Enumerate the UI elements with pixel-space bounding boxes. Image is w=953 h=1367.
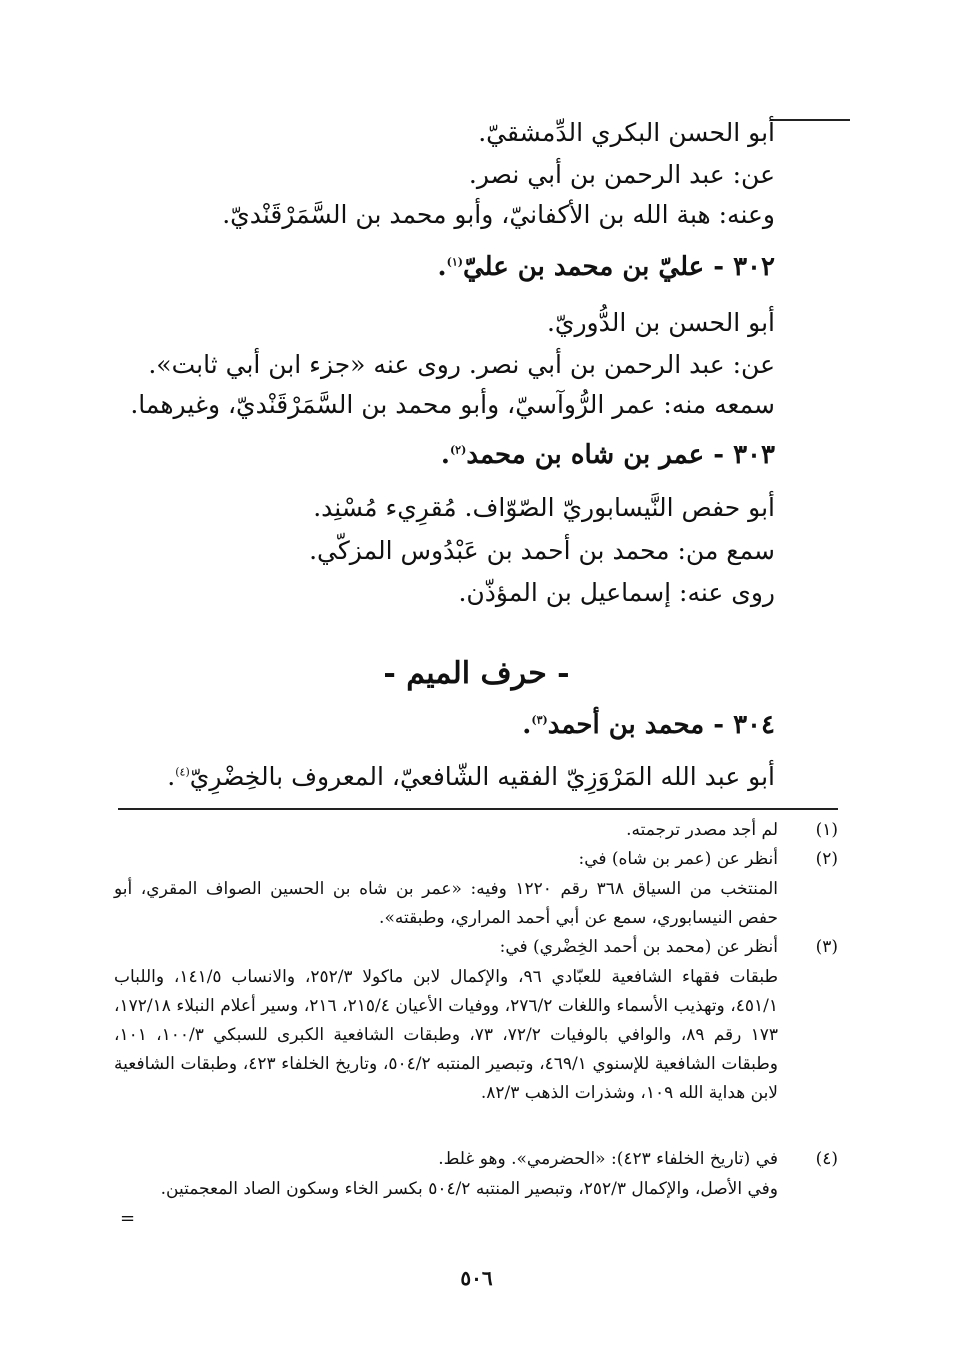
entry-301-line: وعنه: هبة الله بن الأكفانيّ، وأبو محمد بن السَّمَرْقَنْديّ. — [222, 200, 775, 229]
footnote-2-detail: المنتخب من السياق ٣٦٨ رقم ١٢٢٠ وفيه: «عمر بن شاه بن الحسين الصواف المقري، أبو حفص النيسابوري، سمع عن أبي أحمد المراري، وطبقته». — [114, 879, 778, 928]
entry-303-line: أبو حفص النَّيسابوريّ الصّوّاف. مُقرِيء مُسْنِد. — [313, 493, 775, 522]
footnote-marker: (٤) — [175, 765, 190, 779]
section-title: - حرف الميم - — [383, 656, 570, 691]
footnote-4-text: في (تاريخ الخلفاء ٤٢٣): «الحضرمي». وهو غلط. — [438, 1149, 778, 1169]
footnote-marker: (٢) — [449, 443, 467, 457]
footnote-1-text: لم أجد مصدر ترجمته. — [626, 820, 778, 840]
footnote-2-number: (٢) — [815, 849, 838, 869]
footnote-marker: (٣) — [531, 713, 548, 727]
footnote-marker: (١) — [446, 255, 463, 269]
footnote-1-number: (١) — [815, 820, 838, 840]
entry-302-line: أبو الحسن بن الدُّوريّ. — [546, 308, 775, 337]
top-rule — [770, 119, 850, 121]
footnote-3-text: أنظر عن (محمد بن أحمد الخِضْري) في: — [499, 937, 778, 957]
entry-302-line: سمعه منه: عمر الرُّوآسيّ، وأبو محمد بن السَّمَرْقَنْديّ، وغيرهما. — [130, 390, 775, 419]
entry-303-line: روى عنه: إسماعيل بن المؤذّن. — [458, 578, 775, 607]
page-number: ٥٠٦ — [460, 1266, 493, 1290]
entry-301-line: أبو الحسن البكري الدِّمشقيّ. — [478, 118, 775, 147]
footnote-4-number: (٤) — [815, 1149, 838, 1169]
continuation-mark: = — [120, 1208, 136, 1229]
footnote-4-detail: وفي الأصل، والإكمال ٢٥٢/٣، وتبصير المنتبه ٥٠٤/٢ بكسر الخاء وسكون الصاد المعجمتين. — [160, 1179, 778, 1199]
entry-303-line: سمع من: محمد بن أحمد بن عَبْدُوس المزكّي. — [309, 536, 775, 565]
footnote-3-number: (٣) — [815, 937, 838, 957]
footnote-3-detail: طبقات فقهاء الشافعية للعبّادي ٩٦، والإكمال لابن ماكولا ٢٥٢/٣، والانساب ١٤١/٥، واللباب ٤٥١/١، وتهذيب الأسماء واللغات ٢٧٦/٢، ووفيات الأعيان ٢١٥/٤، ٢١٦، وسير أعلام النبلاء ١٧٢/١٨، ١٧٣ رقم ٨٩، والوافي بالوفيات ٧٢/٢، ٧٣، وطبقات الشافعية الكبرى للسبكي ١٠٠/٣، ١٠١، وطبقات الشافعية للإسنوي ٤٦٩/١، وتبصير المنتبه ٥٠٤/٢، وتاريخ الخلفاء ٤٢٣، وطبقات الشافعية لابن هداية الله ١٠٩، وشذرات الذهب ٨٢/٣. — [114, 967, 779, 1103]
entry-304-heading: ٣٠٤ - محمد بن أحمد$^{(٣)}$. — [522, 710, 775, 740]
entry-301-line: عن: عبد الرحمن بن أبي نصر. — [468, 160, 775, 189]
entry-304-line: أبو عبد الله المَرْوَزِيّ الفقيه الشّافعيّ، المعروف بالخِضْرِيّ$^{(٤)}$. — [167, 762, 775, 791]
entry-303-heading: ٣٠٣ - عمر بن شاه بن محمد$^{(٢)}$. — [440, 440, 775, 470]
entry-302-heading: ٣٠٢ - عليّ بن محمد بن عليّ$^{(١)}$. — [437, 252, 775, 282]
footnote-2-text: أنظر عن (عمر بن شاه) في: — [578, 849, 778, 869]
footnote-separator — [118, 808, 838, 810]
entry-302-line: عن: عبد الرحمن بن أبي نصر. روى عنه «جزء ابن أبي ثابت». — [148, 350, 775, 379]
